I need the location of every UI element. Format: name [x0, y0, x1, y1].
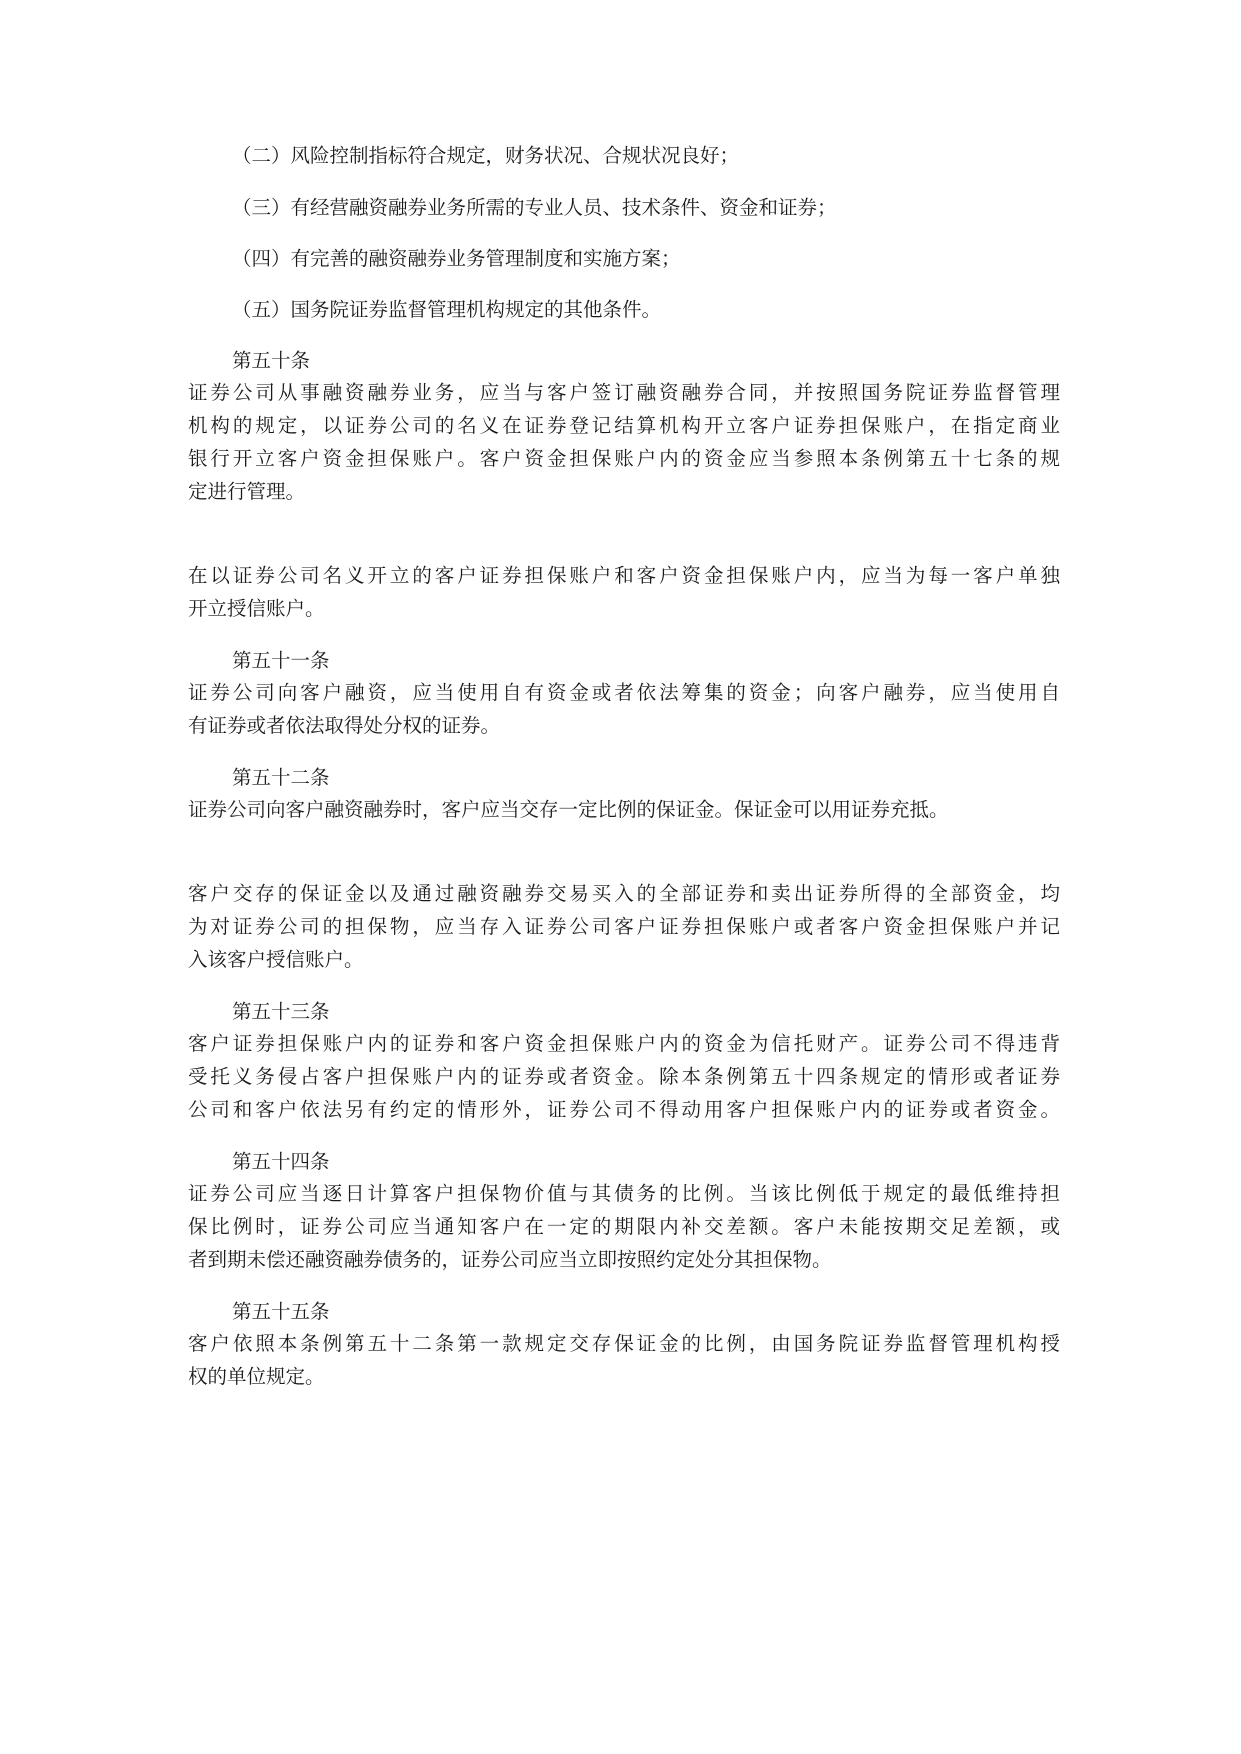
article-52-heading: 第五十二条 — [232, 766, 330, 789]
article-50-text: 机构的规定，以证券公司的名义在证券登记结算机构开立客户证券担保账户，在指定商业 — [188, 414, 1060, 437]
article-50-text: 银行开立客户资金担保账户。客户资金担保账户内的资金应当参照本条例第五十七条的规 — [188, 447, 1060, 470]
article-53-heading: 第五十三条 — [232, 1000, 330, 1023]
article-50-text: 定进行管理。 — [188, 480, 306, 503]
article-52-paragraph-2: 为对证券公司的担保物，应当存入证券公司客户证券担保账户或者客户资金担保账户并记 — [188, 915, 1060, 938]
article-54-heading: 第五十四条 — [232, 1150, 330, 1173]
article-50-text: 证券公司从事融资融券业务，应当与客户签订融资融券合同，并按照国务院证券监督管理 — [188, 381, 1060, 404]
article-52-paragraph-2: 入该客户授信账户。 — [188, 948, 364, 971]
condition-item-5: （五）国务院证券监督管理机构规定的其他条件。 — [232, 298, 662, 321]
article-51-text: 有证券或者依法取得处分权的证券。 — [188, 714, 501, 737]
article-50-paragraph-2: 在以证券公司名义开立的客户证券担保账户和客户资金担保账户内，应当为每一客户单独 — [188, 564, 1060, 587]
article-54-text: 证券公司应当逐日计算客户担保物价值与其债务的比例。当该比例低于规定的最低维持担 — [188, 1182, 1060, 1205]
article-55-text: 权的单位规定。 — [188, 1365, 325, 1388]
article-50-paragraph-2: 开立授信账户。 — [188, 597, 325, 620]
condition-item-3: （三）有经营融资融券业务所需的专业人员、技术条件、资金和证券； — [232, 196, 837, 219]
condition-item-2: （二）风险控制指标符合规定，财务状况、合规状况良好； — [232, 144, 740, 167]
article-52-paragraph-2: 客户交存的保证金以及通过融资融券交易买入的全部证券和卖出证券所得的全部资金，均 — [188, 882, 1060, 905]
article-50-heading: 第五十条 — [232, 349, 311, 372]
article-53-text: 公司和客户依法另有约定的情形外，证券公司不得动用客户担保账户内的证券或者资金。 — [188, 1098, 1060, 1121]
article-55-heading: 第五十五条 — [232, 1300, 330, 1323]
article-54-text: 者到期未偿还融资融券债务的，证券公司应当立即按照约定处分其担保物。 — [188, 1248, 832, 1271]
article-53-text: 受托义务侵占客户担保账户内的证券或者资金。除本条例第五十四条规定的情形或者证券 — [188, 1065, 1060, 1088]
condition-item-4: （四）有完善的融资融券业务管理制度和实施方案； — [232, 247, 681, 270]
article-51-text: 证券公司向客户融资，应当使用自有资金或者依法筹集的资金；向客户融券，应当使用自 — [188, 681, 1060, 704]
article-54-text: 保比例时，证券公司应当通知客户在一定的期限内补交差额。客户未能按期交足差额，或 — [188, 1215, 1060, 1238]
article-53-text: 客户证券担保账户内的证券和客户资金担保账户内的资金为信托财产。证券公司不得违背 — [188, 1032, 1060, 1055]
article-55-text: 客户依照本条例第五十二条第一款规定交存保证金的比例，由国务院证券监督管理机构授 — [188, 1332, 1060, 1355]
article-51-heading: 第五十一条 — [232, 649, 330, 672]
article-52-text: 证券公司向客户融资融券时，客户应当交存一定比例的保证金。保证金可以用证券充抵。 — [188, 798, 949, 821]
